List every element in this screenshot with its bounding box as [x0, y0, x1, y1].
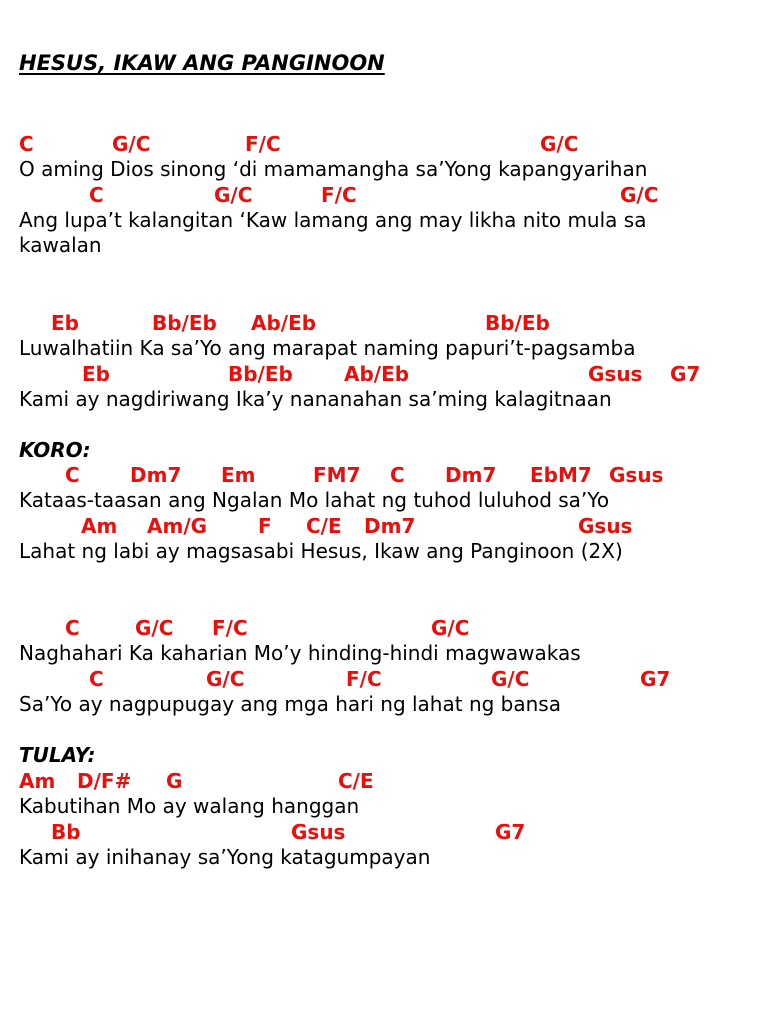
lyric-line: Naghahari Ka kaharian Mo’y hinding-hindi magwawakas — [19, 641, 581, 665]
chord: F/C — [346, 667, 382, 691]
chord: Gsus — [588, 362, 643, 386]
chord: Am — [19, 769, 56, 793]
chord: Bb/Eb — [152, 311, 217, 335]
chord: G/C — [214, 183, 253, 207]
chord: G/C — [540, 132, 579, 156]
lyric-line: Ang lupa’t kalangitan ‘Kaw lamang ang may likha nito mula sa — [19, 208, 647, 232]
chord: G7 — [495, 820, 526, 844]
lyric-line: Kami ay nagdiriwang Ika’y nananahan sa’ming kalagitnaan — [19, 387, 612, 411]
chord: F/C — [212, 616, 248, 640]
chord: Dm7 — [130, 463, 182, 487]
chord: F/C — [321, 183, 357, 207]
chord: C — [19, 132, 34, 156]
song-title: HESUS, IKAW ANG PANGINOON — [19, 51, 385, 75]
chord: Eb — [51, 311, 79, 335]
chord: Gsus — [609, 463, 664, 487]
chord: G7 — [670, 362, 701, 386]
chord: C — [89, 183, 104, 207]
chord: C — [390, 463, 405, 487]
chord: EbM7 — [530, 463, 592, 487]
chord: G/C — [620, 183, 659, 207]
chord: D/F# — [77, 769, 132, 793]
chord: Gsus — [291, 820, 346, 844]
chord: G — [166, 769, 183, 793]
chord: Am/G — [147, 514, 208, 538]
chord: G/C — [135, 616, 174, 640]
chord: FM7 — [313, 463, 361, 487]
chord: G/C — [206, 667, 245, 691]
lyric-line: Kataas-taasan ang Ngalan Mo lahat ng tuhod luluhod sa’Yo — [19, 488, 610, 512]
chord: Dm7 — [364, 514, 416, 538]
chord: F — [258, 514, 272, 538]
chord: C — [65, 616, 80, 640]
chord: C — [65, 463, 80, 487]
chord: Bb/Eb — [485, 311, 550, 335]
chord: Ab/Eb — [344, 362, 410, 386]
lyric-line: O aming Dios sinong ‘di mamamangha sa’Yong kapangyarihan — [19, 157, 648, 181]
chord: C/E — [306, 514, 342, 538]
chord: Dm7 — [445, 463, 497, 487]
chord: G/C — [431, 616, 470, 640]
chord: Gsus — [578, 514, 633, 538]
chord: G/C — [112, 132, 151, 156]
chord: F/C — [245, 132, 281, 156]
chord: Eb — [82, 362, 110, 386]
chord: G7 — [640, 667, 671, 691]
lyric-line: Kabutihan Mo ay walang hanggan — [19, 794, 360, 818]
chord: Em — [221, 463, 256, 487]
chord: C/E — [338, 769, 374, 793]
lyric-line: Luwalhatiin Ka sa’Yo ang marapat naming papuri’t-pagsamba — [19, 336, 636, 360]
section-label-tulay: TULAY: — [19, 743, 96, 767]
chord: Am — [81, 514, 118, 538]
chord: Ab/Eb — [251, 311, 317, 335]
chord: Bb/Eb — [228, 362, 293, 386]
chord: G/C — [491, 667, 530, 691]
lyric-line: kawalan — [19, 233, 102, 257]
section-label-koro: KORO: — [19, 438, 91, 462]
lyric-line: Lahat ng labi ay magsasabi Hesus, Ikaw ang Panginoon (2X) — [19, 539, 623, 563]
lyric-line: Sa’Yo ay nagpupugay ang mga hari ng lahat ng bansa — [19, 692, 561, 716]
chord: C — [89, 667, 104, 691]
chord: Bb — [51, 820, 81, 844]
lyric-line: Kami ay inihanay sa’Yong katagumpayan — [19, 845, 431, 869]
